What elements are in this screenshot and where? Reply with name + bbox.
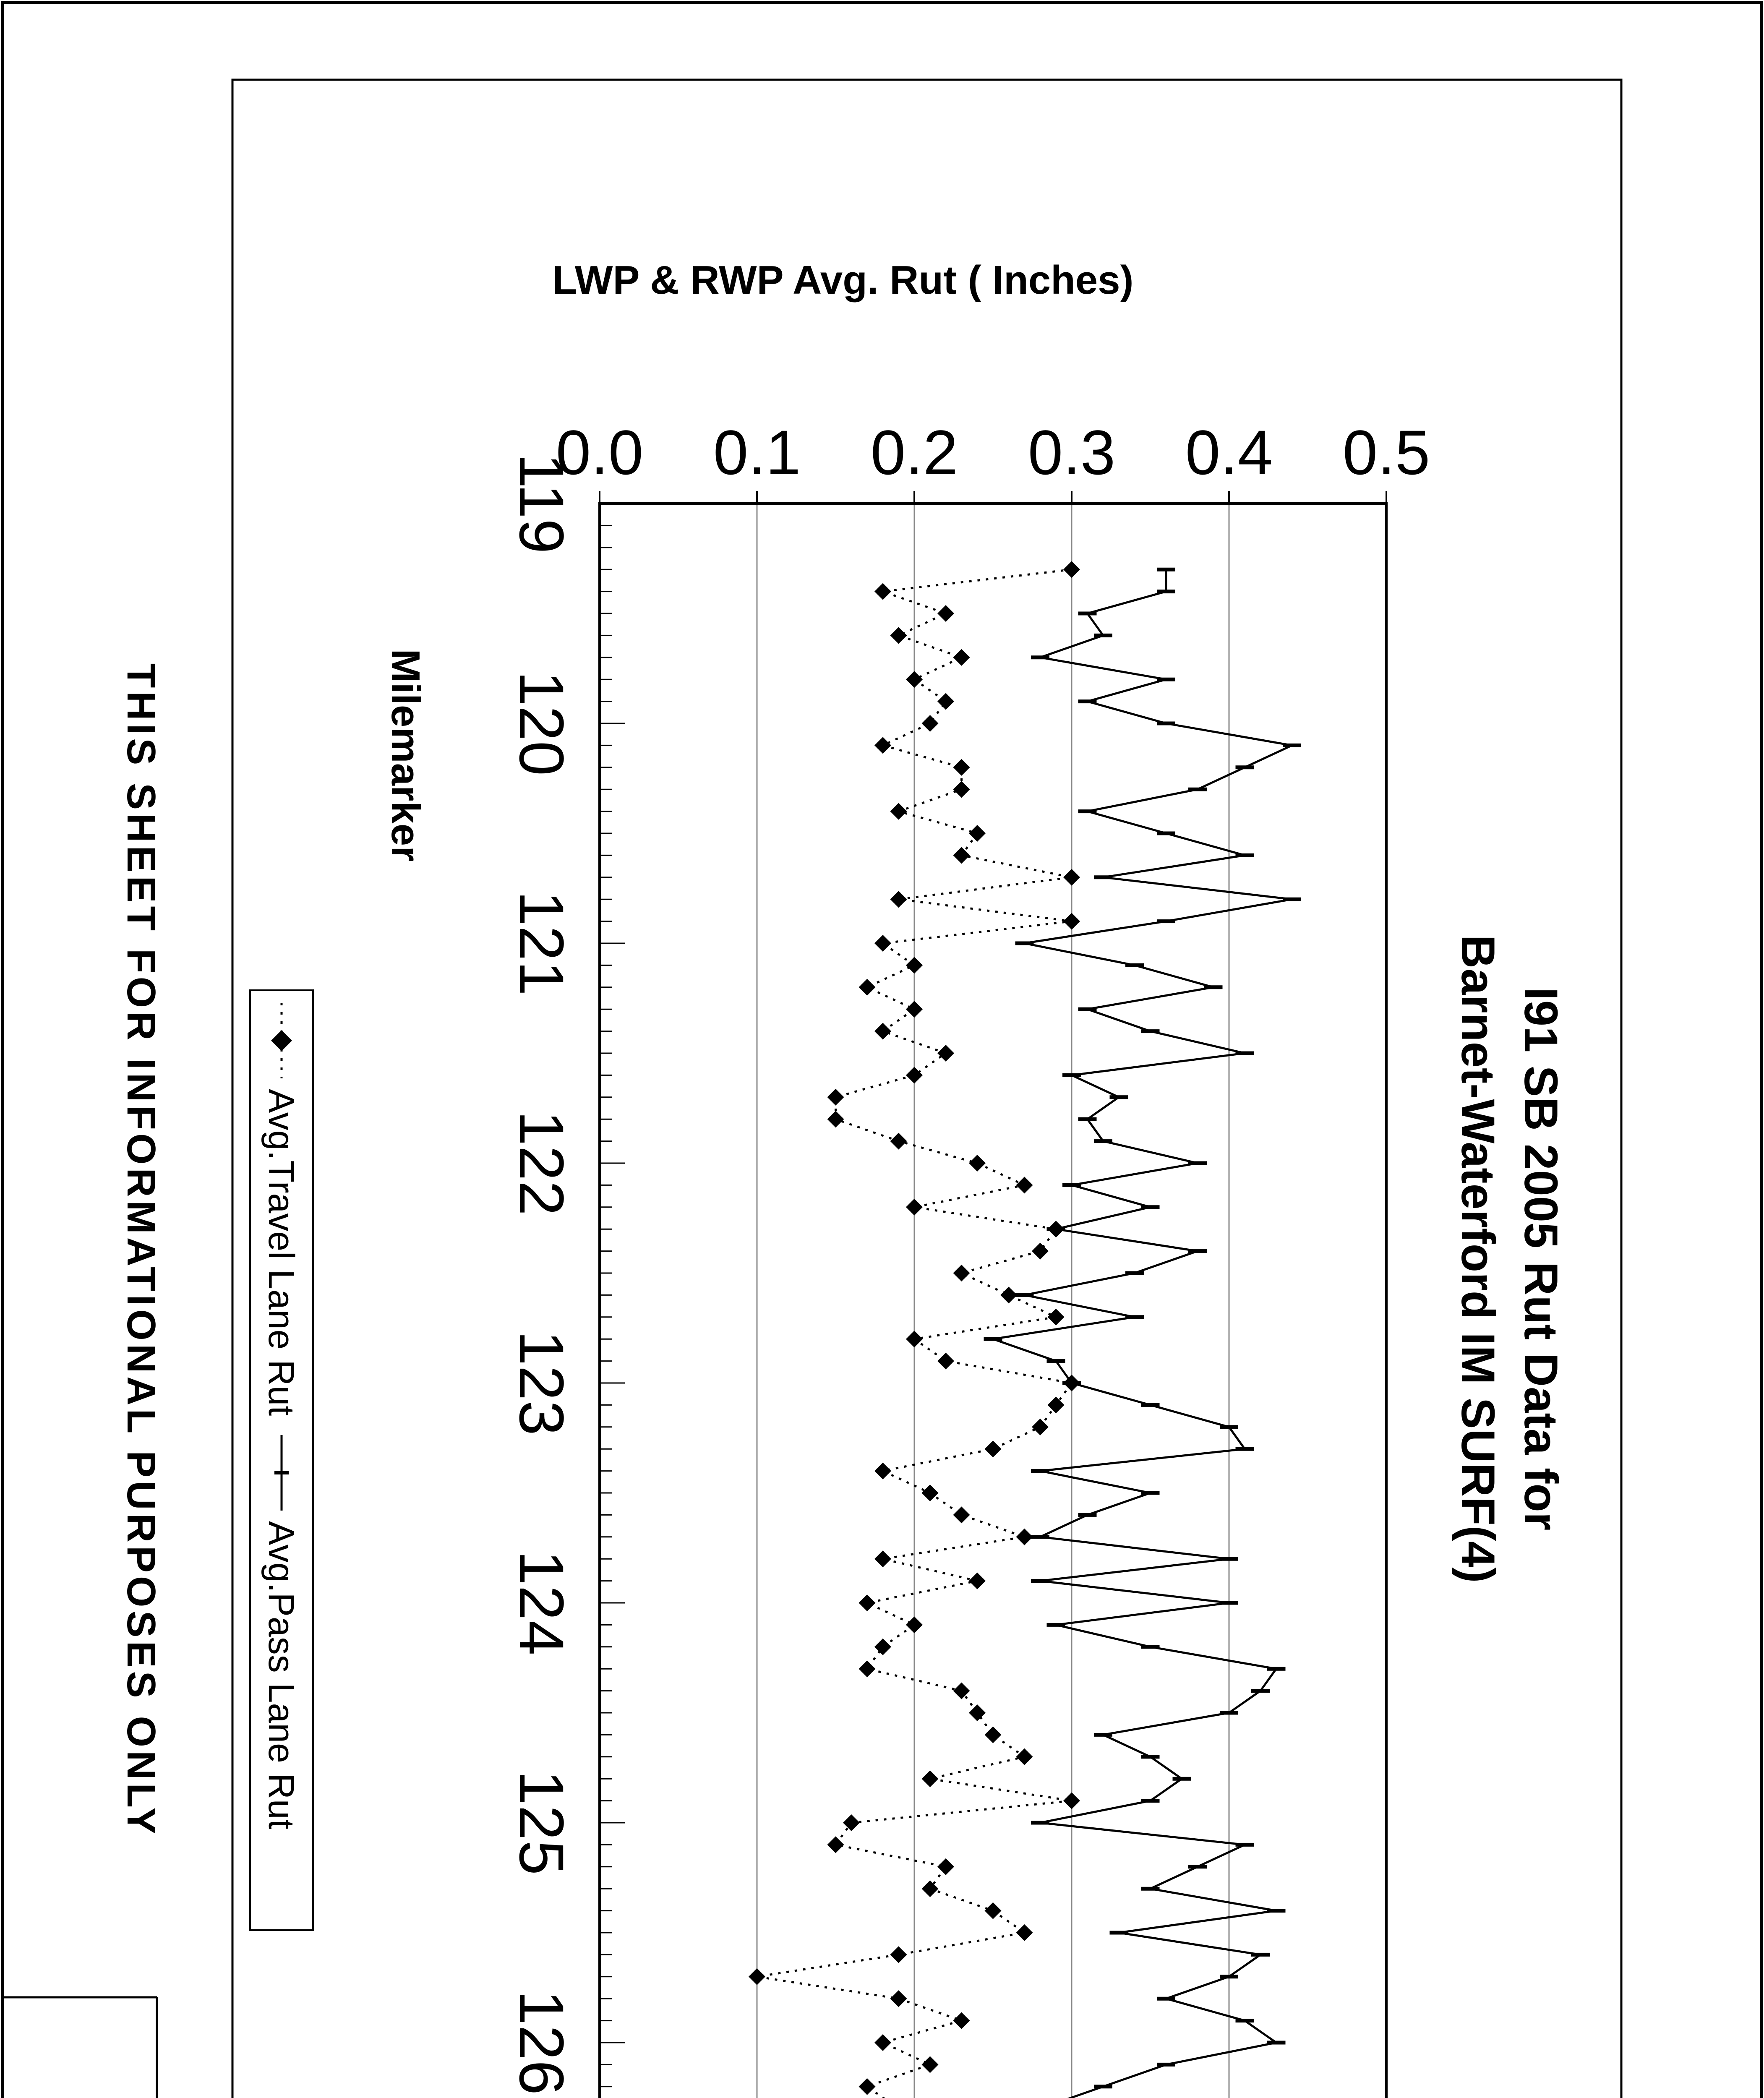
travel-lane-point [827,1836,844,1853]
y-tick-labels [556,417,1430,488]
travel-lane-point [859,1660,876,1677]
x-tick-label: 122 [506,1110,577,1216]
x-tick-label: 123 [506,1330,577,1436]
x-tick-label: 119 [506,453,577,554]
travel-lane-point [969,1155,986,1172]
travel-lane-point [953,2012,970,2029]
travel-lane-point [985,1440,1002,1457]
travel-lane-point [906,957,923,973]
travel-lane-point [1016,1924,1033,1941]
travel-lane-point [906,671,923,688]
x-tick-labels [506,453,577,2098]
travel-lane-point [749,1968,765,1985]
x-tick-label: 124 [506,1550,577,1656]
travel-lane-point [922,1880,939,1897]
travel-lane-point [874,2034,891,2051]
grid-lines [600,504,1386,2098]
travel-lane-point [953,781,970,798]
pass-lane-line [993,569,1292,2098]
x-tick-label: 126 [506,1990,577,2095]
travel-lane-point [890,627,907,644]
travel-lane-point [1000,1286,1017,1303]
y-tick-label: 0.4 [1185,417,1273,488]
y-tick-label: 0.0 [556,417,644,488]
chart-subtitle: Barnet-Waterford IM SURF(4) [1452,934,1504,1583]
travel-lane-point [937,693,954,710]
travel-lane-point [890,1133,907,1150]
travel-lane-point [906,1616,923,1633]
travel-lane-point [985,1902,1002,1919]
travel-lane-point [937,1353,954,1370]
travel-lane-point [1016,1177,1033,1193]
travel-lane-point [1032,1243,1049,1260]
travel-lane-point [953,649,970,666]
travel-lane-point [969,825,986,842]
travel-lane-point [906,1067,923,1083]
travel-lane-point [874,1023,891,1040]
legend-travel-label: Avg.Travel Lane Rut [261,1089,301,1416]
y-tick-label: 0.3 [1028,417,1116,488]
chart-title: I91 SB 2005 Rut Data for [1515,987,1567,1531]
travel-lane-point [922,1485,939,1501]
travel-lane-point [937,1045,954,1062]
travel-lane-point [1063,869,1080,886]
travel-lane-point [874,583,891,600]
title-block [3,1997,157,2098]
x-tick-label: 125 [506,1770,577,1876]
minor-ticks [600,491,1386,2098]
travel-lane-point [953,847,970,864]
travel-lane-point [906,1331,923,1347]
x-tick-label: 121 [506,890,577,996]
series-pass-lane [984,569,1302,2098]
travel-lane-point [937,1858,954,1875]
travel-lane-point [969,1573,986,1589]
travel-lane-point [859,979,876,996]
travel-lane-point [874,1550,891,1567]
travel-lane-point [1016,1748,1033,1765]
travel-lane-point [874,737,891,754]
informational-note: THIS SHEET FOR INFORMATIONAL PURPOSES ONLY [119,663,164,1838]
travel-lane-point [1063,913,1080,930]
travel-lane-point [922,715,939,732]
travel-lane-point [874,1463,891,1480]
travel-lane-point [1063,561,1080,578]
travel-lane-point [985,1726,1002,1743]
y-axis-title: LWP & RWP Avg. Rut ( Inches) [552,258,1134,303]
travel-lane-point [937,605,954,622]
travel-lane-point [1063,1793,1080,1809]
plot-area [600,504,1386,2098]
travel-lane-point [906,1001,923,1018]
chart-frame [232,80,1621,2098]
travel-lane-point [890,891,907,908]
y-tick-label: 0.5 [1342,417,1430,488]
travel-lane-point [859,1594,876,1611]
travel-lane-point [859,2078,876,2095]
travel-lane-point [1048,1396,1065,1413]
y-tick-label: 0.1 [713,417,801,488]
travel-lane-point [890,803,907,820]
travel-lane-point [843,1814,860,1831]
travel-lane-point [969,1704,986,1721]
travel-lane-point [890,1990,907,2007]
travel-lane-point [922,2056,939,2073]
travel-lane-point [874,1639,891,1655]
travel-lane-point [922,1770,939,1787]
travel-lane-point [953,1683,970,1699]
travel-lane-point [953,759,970,776]
travel-lane-point [1016,1529,1033,1545]
x-axis-title: Milemarker [383,649,428,862]
travel-lane-point [953,1506,970,1523]
legend-pass-label: Avg.Pass Lane Rut [261,1521,301,1829]
y-tick-label: 0.2 [870,417,958,488]
travel-lane-point [874,935,891,952]
legend [250,990,313,1930]
travel-lane-point [906,1199,923,1216]
travel-lane-point [953,1265,970,1281]
travel-lane-point [1048,1309,1065,1326]
travel-lane-point [1032,1419,1049,1435]
travel-lane-point [827,1111,844,1127]
x-tick-label: 120 [506,671,577,776]
travel-lane-point [827,1089,844,1106]
travel-lane-point [890,1946,907,1963]
